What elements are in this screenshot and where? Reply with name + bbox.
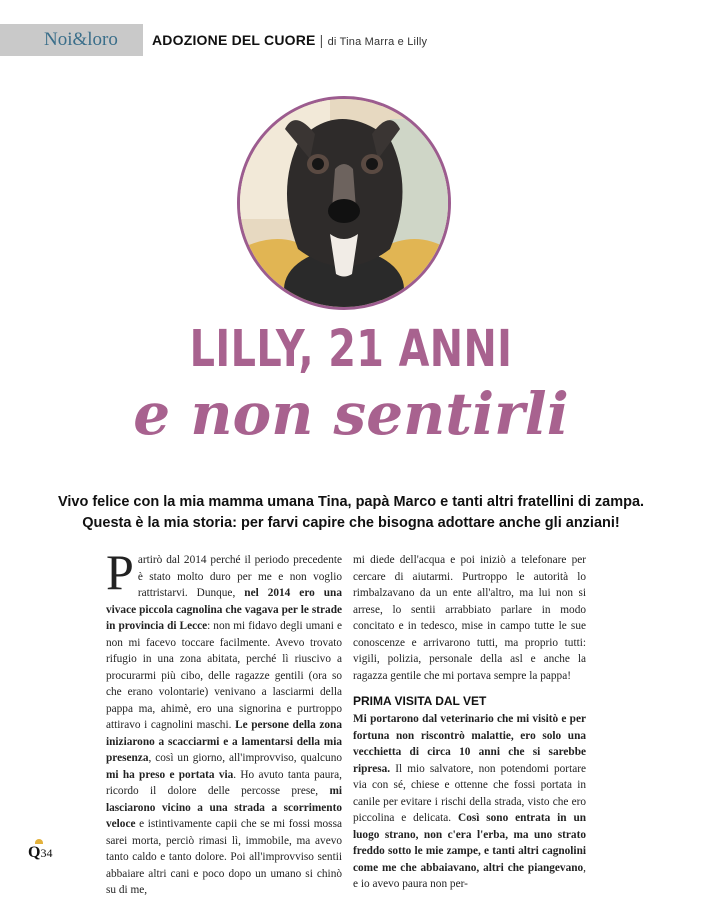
headline-line-2: e non sentirli (133, 380, 569, 448)
lede-line-2: Questa è la mia storia: per farvi capire che bisogna adottare anche gli anziani! (82, 515, 620, 531)
page-header (0, 24, 702, 56)
article-kicker (152, 32, 427, 48)
dog-photo (237, 96, 451, 310)
body-column-2 (353, 552, 586, 893)
section-tag (0, 24, 143, 56)
text-run: , così un giorno, all'improvviso, qualcuno (148, 752, 342, 764)
dog-illustration (240, 99, 448, 307)
headline-line-1: LILLY, 21 ANNI (189, 320, 513, 379)
lede (30, 492, 672, 534)
lede-line-1: Vivo felice con la mia mamma umana Tina, papà Marco e tanti altri fratellini di zampa. (57, 494, 645, 510)
column-title: ADOZIONE DEL CUORE (152, 32, 316, 48)
logo-dot-icon (35, 839, 43, 844)
drop-cap: P (106, 544, 134, 600)
page-folio (28, 844, 52, 862)
text-run: Il mio salvatore, non potendomi portare via con sé, chiese e ottenne che fossi portata in canile per evitare i rischi della strada, visto che ero piccolina e delicata. (353, 762, 586, 824)
text-run: , e io avevo paura non per- (353, 861, 586, 890)
section-name: Noi&loro (44, 29, 118, 50)
body-paragraph-2: mi diede dell'acqua e poi iniziò a telefonare per cercare di aiutarmi. Purtroppo le autorità lo rimbalzavano da un ente all'altro, ma lui non si arrese, lo sentii arrabbiato parlare in modo concitato e in tedesco, mise in campo tutte le sue conoscenze e arrivarono tutti, ma proprio tutti: vigili, polizia, personale della asl e anche la ragazza gentile che mi portava sempre la pappa! (353, 554, 586, 682)
magazine-logo: Q (28, 844, 41, 861)
text-run: . Ho avuto tanta paura, ricordo il dolore delle percosse prese, (106, 768, 342, 797)
text-run: : non mi fidavo degli umani e non mi facevo toccare facilmente. Avevo trovato rifugio in una zona abitata, perché lì riuscivo a procurarmi più cibo, delle ragazze gentili (ora so che erano volontarie) venivano a lasciarmi della pappa ma, ahimè, ero una signorina e purtroppo attiravo i cagnolini maschi. (106, 620, 342, 731)
body-paragraph-3 (353, 711, 586, 893)
byline: di Tina Marra e Lilly (327, 36, 428, 48)
text-run-bold: Mi portarono dal veterinario che mi visitò e per fortuna non riscontrò malattie, ero solo una vecchietta di circa 10 anni che si sarebbe ripresa. (353, 713, 586, 775)
kicker-separator: | (319, 32, 324, 48)
body-paragraph-1 (106, 544, 342, 899)
text-run-bold: Così sono entrata in un luogo strano, non c'era l'erba, ma uno strato freddo sotto le mie zampe, e tanti altri cagnolini come me che abbaiavano, altri che piangevano (353, 812, 587, 874)
text-run-bold: nel 2014 ero una vivace piccola cagnolina che vagava per le strade in provincia di Lecce (106, 587, 342, 632)
body-column-1 (106, 544, 342, 899)
text-run-bold: mi ha preso e portata via (106, 768, 234, 781)
text-run: artirò dal 2014 perché il periodo precedente è stato molto duro per me e non voglio rattristarvi. Dunque, (137, 554, 342, 599)
text-run: e istintivamente capii che se mi fossi mossa sarei morta, perciò rimasi lì, immobile, ma avevo tanto caldo e tanto dolore. Poi all'improvviso sentii abbaiare altri cani e poco dopo un umano si chinò su di me, (106, 818, 342, 896)
page-number: 34 (40, 846, 53, 860)
subheading: PRIMA VISITA DAL VET (353, 694, 487, 708)
text-run-bold: mi lasciarono vicino a una strada a scorrimento veloce (106, 785, 342, 830)
text-run-bold: Le persone della zona iniziarono a scacciarmi e a lamentarsi della mia presenza (106, 719, 342, 764)
